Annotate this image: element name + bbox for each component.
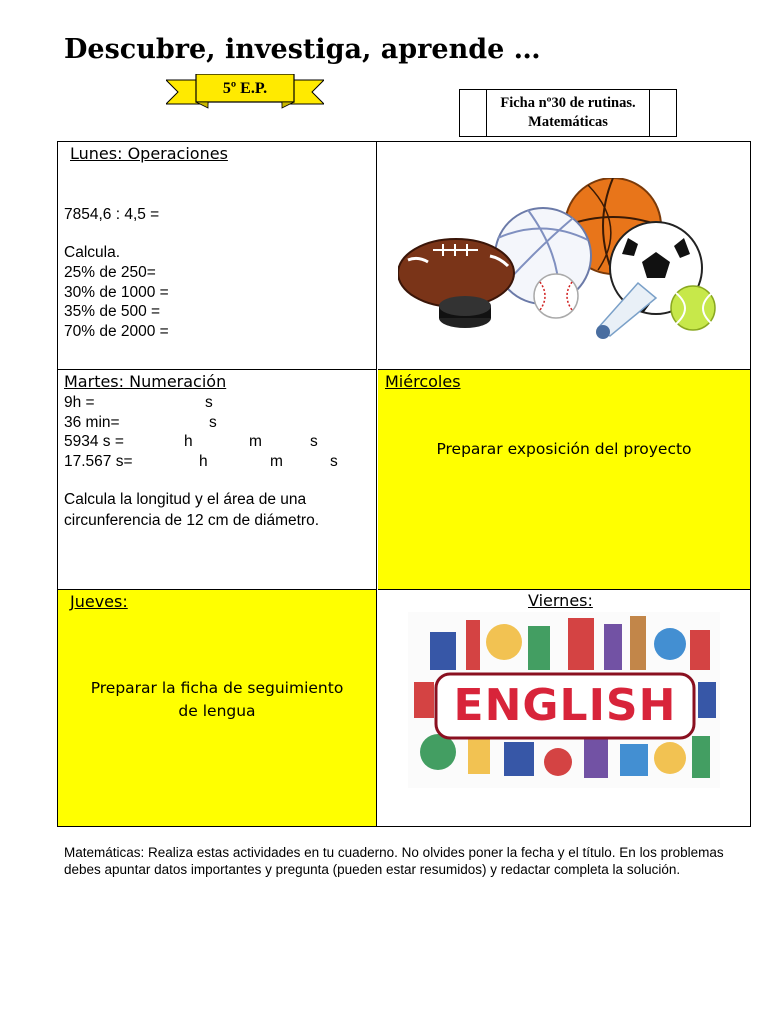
miercoles-text: Preparar exposición del proyecto: [436, 440, 692, 458]
cell-viernes: [378, 590, 750, 826]
martes-row-3-unit-h: h: [184, 433, 193, 450]
viernes-title: Viernes:: [528, 591, 593, 610]
martes-row-3-label: 5934 s =: [64, 433, 124, 450]
lunes-item-4: 70% de 2000 =: [64, 323, 169, 340]
page-title: Descubre, investiga, aprende …: [64, 34, 541, 65]
martes-title: Martes: Numeración: [64, 372, 227, 391]
cell-martes: [58, 370, 377, 590]
level-label: 5º E.P.: [222, 80, 268, 97]
ficha-box: [459, 89, 677, 137]
cell-lunes: [58, 142, 377, 370]
martes-row-2-label: 36 min=: [64, 414, 120, 431]
martes-row-4-unit-m: m: [270, 453, 283, 470]
weekly-grid: [57, 141, 751, 827]
martes-problem-line-1: Calcula la longitud y el área de una: [64, 491, 307, 508]
english-word: ENGLISH: [453, 680, 677, 731]
lunes-item-3: 35% de 500 =: [64, 303, 161, 320]
martes-row-3-unit-m: m: [249, 433, 262, 450]
lunes-item-1: 25% de 250=: [64, 264, 156, 281]
jueves-text-line-2: de lengua: [178, 702, 256, 720]
cell-miercoles: [378, 370, 750, 590]
english-doodle-image: [408, 612, 720, 788]
sports-balls-image: [398, 178, 728, 348]
jueves-text-line-1: Preparar la ficha de seguimiento: [90, 679, 344, 697]
martes-row-1-label: 9h =: [64, 394, 95, 411]
martes-problem-line-2: circunferencia de 12 cm de diámetro.: [64, 512, 320, 529]
ficha-text: [460, 94, 676, 132]
martes-row-2-unit-s: s: [209, 414, 217, 431]
lunes-title: Lunes: Operaciones: [70, 144, 228, 163]
jueves-title: Jueves:: [70, 592, 128, 611]
jueves-text: [58, 677, 376, 723]
martes-row-1-unit-s: s: [205, 394, 213, 411]
ficha-line-1: Ficha nº30 de rutinas.: [500, 95, 636, 111]
martes-row-3-unit-s: s: [310, 433, 318, 450]
cell-jueves: [58, 590, 377, 826]
lunes-calcula: Calcula.: [64, 244, 120, 261]
martes-row-4-unit-s: s: [330, 453, 338, 470]
martes-row-4-label: 17.567 s=: [64, 453, 133, 470]
miercoles-title: Miércoles: [385, 372, 461, 391]
martes-row-4-unit-h: h: [199, 453, 208, 470]
footer-instructions: Matemáticas: Realiza estas actividades en tu cuaderno. No olvides poner la fecha y el título. En los problemas debes apuntar datos importantes y pregunta (pueden estar resumidos) y redactar completa la solución.: [64, 845, 724, 877]
cell-sports-image: [378, 142, 750, 370]
lunes-item-2: 30% de 1000 =: [64, 284, 169, 301]
lunes-division: 7854,6 : 4,5 =: [64, 206, 160, 223]
ficha-line-2: Matemáticas: [528, 114, 608, 130]
